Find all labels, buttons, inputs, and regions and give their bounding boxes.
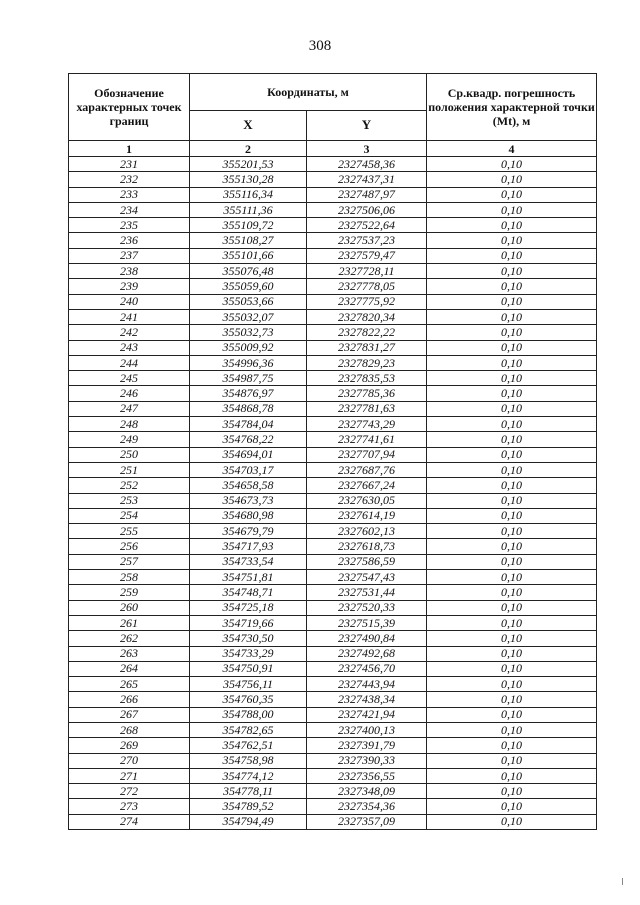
error-cell: 0,10 bbox=[427, 218, 597, 233]
error-cell: 0,10 bbox=[427, 447, 597, 462]
column-number: 3 bbox=[307, 141, 427, 157]
point-cell: 265 bbox=[69, 677, 190, 692]
x-cell: 354758,98 bbox=[190, 753, 307, 768]
point-cell: 257 bbox=[69, 554, 190, 569]
x-cell: 355059,60 bbox=[190, 279, 307, 294]
x-cell: 354774,12 bbox=[190, 768, 307, 783]
point-cell: 266 bbox=[69, 692, 190, 707]
y-cell: 2327781,63 bbox=[307, 401, 427, 416]
page-number: 308 bbox=[308, 38, 332, 54]
point-cell: 259 bbox=[69, 585, 190, 600]
x-cell: 354748,71 bbox=[190, 585, 307, 600]
table-row bbox=[69, 677, 597, 692]
y-cell: 2327487,97 bbox=[307, 187, 427, 202]
point-cell: 251 bbox=[69, 462, 190, 477]
table-row bbox=[69, 768, 597, 783]
x-cell: 354725,18 bbox=[190, 600, 307, 615]
point-cell: 252 bbox=[69, 478, 190, 493]
error-cell: 0,10 bbox=[427, 172, 597, 187]
point-cell: 232 bbox=[69, 172, 190, 187]
x-cell: 354719,66 bbox=[190, 615, 307, 630]
error-cell: 0,10 bbox=[427, 722, 597, 737]
error-cell: 0,10 bbox=[427, 157, 597, 172]
error-cell: 0,10 bbox=[427, 585, 597, 600]
error-cell: 0,10 bbox=[427, 294, 597, 309]
error-cell: 0,10 bbox=[427, 279, 597, 294]
table-row bbox=[69, 661, 597, 676]
point-cell: 234 bbox=[69, 202, 190, 217]
error-cell: 0,10 bbox=[427, 493, 597, 508]
y-cell: 2327390,33 bbox=[307, 753, 427, 768]
point-cell: 256 bbox=[69, 539, 190, 554]
point-cell: 242 bbox=[69, 325, 190, 340]
table-row bbox=[69, 692, 597, 707]
error-cell: 0,10 bbox=[427, 417, 597, 432]
x-cell: 355111,36 bbox=[190, 202, 307, 217]
y-cell: 2327667,24 bbox=[307, 478, 427, 493]
table-row bbox=[69, 401, 597, 416]
table-row bbox=[69, 799, 597, 814]
error-cell: 0,10 bbox=[427, 539, 597, 554]
x-cell: 354679,79 bbox=[190, 524, 307, 539]
point-cell: 269 bbox=[69, 738, 190, 753]
table-row bbox=[69, 325, 597, 340]
point-cell: 239 bbox=[69, 279, 190, 294]
x-cell: 355053,66 bbox=[190, 294, 307, 309]
y-cell: 2327531,44 bbox=[307, 585, 427, 600]
table-row bbox=[69, 202, 597, 217]
error-cell: 0,10 bbox=[427, 692, 597, 707]
x-cell: 354996,36 bbox=[190, 355, 307, 370]
y-cell: 2327687,76 bbox=[307, 462, 427, 477]
table-row bbox=[69, 814, 597, 829]
error-cell: 0,10 bbox=[427, 508, 597, 523]
y-cell: 2327357,09 bbox=[307, 814, 427, 829]
error-cell: 0,10 bbox=[427, 325, 597, 340]
x-cell: 354788,00 bbox=[190, 707, 307, 722]
error-cell: 0,10 bbox=[427, 401, 597, 416]
table-row bbox=[69, 707, 597, 722]
x-cell: 354784,04 bbox=[190, 417, 307, 432]
x-cell: 354987,75 bbox=[190, 371, 307, 386]
table-row bbox=[69, 753, 597, 768]
table-row bbox=[69, 309, 597, 324]
error-cell: 0,10 bbox=[427, 814, 597, 829]
error-cell: 0,10 bbox=[427, 371, 597, 386]
column-number: 1 bbox=[69, 141, 190, 157]
table-row bbox=[69, 340, 597, 355]
point-cell: 267 bbox=[69, 707, 190, 722]
header-coordinates: Координаты, м bbox=[190, 74, 427, 111]
y-cell: 2327421,94 bbox=[307, 707, 427, 722]
y-cell: 2327831,27 bbox=[307, 340, 427, 355]
x-cell: 355032,73 bbox=[190, 325, 307, 340]
y-cell: 2327707,94 bbox=[307, 447, 427, 462]
x-cell: 354789,52 bbox=[190, 799, 307, 814]
table-row bbox=[69, 784, 597, 799]
x-cell: 354658,58 bbox=[190, 478, 307, 493]
x-cell: 355076,48 bbox=[190, 264, 307, 279]
y-cell: 2327835,53 bbox=[307, 371, 427, 386]
error-cell: 0,10 bbox=[427, 554, 597, 569]
error-cell: 0,10 bbox=[427, 707, 597, 722]
point-cell: 249 bbox=[69, 432, 190, 447]
error-cell: 0,10 bbox=[427, 202, 597, 217]
x-cell: 354750,91 bbox=[190, 661, 307, 676]
error-cell: 0,10 bbox=[427, 784, 597, 799]
point-cell: 238 bbox=[69, 264, 190, 279]
scan-mark bbox=[622, 878, 623, 885]
x-cell: 354794,49 bbox=[190, 814, 307, 829]
x-cell: 354733,29 bbox=[190, 646, 307, 661]
point-cell: 243 bbox=[69, 340, 190, 355]
point-cell: 231 bbox=[69, 157, 190, 172]
point-cell: 254 bbox=[69, 508, 190, 523]
table-row bbox=[69, 386, 597, 401]
error-cell: 0,10 bbox=[427, 462, 597, 477]
table-row bbox=[69, 722, 597, 737]
table-row bbox=[69, 432, 597, 447]
point-cell: 236 bbox=[69, 233, 190, 248]
table-row bbox=[69, 478, 597, 493]
x-cell: 355032,07 bbox=[190, 309, 307, 324]
point-cell: 240 bbox=[69, 294, 190, 309]
error-cell: 0,10 bbox=[427, 615, 597, 630]
table-row bbox=[69, 417, 597, 432]
y-cell: 2327443,94 bbox=[307, 677, 427, 692]
column-number: 4 bbox=[427, 141, 597, 157]
table-body bbox=[69, 157, 597, 830]
y-cell: 2327490,84 bbox=[307, 631, 427, 646]
y-cell: 2327778,05 bbox=[307, 279, 427, 294]
x-cell: 355101,66 bbox=[190, 248, 307, 263]
x-cell: 354760,35 bbox=[190, 692, 307, 707]
table-row bbox=[69, 524, 597, 539]
point-cell: 246 bbox=[69, 386, 190, 401]
point-cell: 268 bbox=[69, 722, 190, 737]
y-cell: 2327775,92 bbox=[307, 294, 427, 309]
error-cell: 0,10 bbox=[427, 187, 597, 202]
table-row bbox=[69, 294, 597, 309]
error-cell: 0,10 bbox=[427, 768, 597, 783]
error-cell: 0,10 bbox=[427, 600, 597, 615]
y-cell: 2327522,64 bbox=[307, 218, 427, 233]
y-cell: 2327356,55 bbox=[307, 768, 427, 783]
y-cell: 2327602,13 bbox=[307, 524, 427, 539]
y-cell: 2327618,73 bbox=[307, 539, 427, 554]
table-row bbox=[69, 447, 597, 462]
x-cell: 354751,81 bbox=[190, 570, 307, 585]
error-cell: 0,10 bbox=[427, 432, 597, 447]
error-cell: 0,10 bbox=[427, 386, 597, 401]
error-cell: 0,10 bbox=[427, 264, 597, 279]
y-cell: 2327822,22 bbox=[307, 325, 427, 340]
table-row bbox=[69, 631, 597, 646]
x-cell: 354768,22 bbox=[190, 432, 307, 447]
header-point-name: Обозначение характерных точек границ bbox=[69, 74, 190, 141]
point-cell: 248 bbox=[69, 417, 190, 432]
point-cell: 263 bbox=[69, 646, 190, 661]
y-cell: 2327354,36 bbox=[307, 799, 427, 814]
x-cell: 354680,98 bbox=[190, 508, 307, 523]
y-cell: 2327520,33 bbox=[307, 600, 427, 615]
table-row bbox=[69, 738, 597, 753]
point-cell: 260 bbox=[69, 600, 190, 615]
y-cell: 2327506,06 bbox=[307, 202, 427, 217]
point-cell: 261 bbox=[69, 615, 190, 630]
point-cell: 272 bbox=[69, 784, 190, 799]
table-row bbox=[69, 462, 597, 477]
table-row bbox=[69, 493, 597, 508]
error-cell: 0,10 bbox=[427, 677, 597, 692]
y-cell: 2327391,79 bbox=[307, 738, 427, 753]
y-cell: 2327579,47 bbox=[307, 248, 427, 263]
table-row bbox=[69, 646, 597, 661]
point-cell: 270 bbox=[69, 753, 190, 768]
x-cell: 355201,53 bbox=[190, 157, 307, 172]
table-row bbox=[69, 279, 597, 294]
table-row bbox=[69, 554, 597, 569]
point-cell: 233 bbox=[69, 187, 190, 202]
error-cell: 0,10 bbox=[427, 524, 597, 539]
table-row bbox=[69, 172, 597, 187]
y-cell: 2327492,68 bbox=[307, 646, 427, 661]
y-cell: 2327728,11 bbox=[307, 264, 427, 279]
point-cell: 271 bbox=[69, 768, 190, 783]
header-x: X bbox=[190, 110, 307, 140]
point-cell: 274 bbox=[69, 814, 190, 829]
table-row bbox=[69, 187, 597, 202]
coordinates-table bbox=[68, 73, 597, 830]
x-cell: 354703,17 bbox=[190, 462, 307, 477]
y-cell: 2327586,59 bbox=[307, 554, 427, 569]
y-cell: 2327438,34 bbox=[307, 692, 427, 707]
table-row bbox=[69, 508, 597, 523]
point-cell: 273 bbox=[69, 799, 190, 814]
table-row bbox=[69, 355, 597, 370]
x-cell: 354778,11 bbox=[190, 784, 307, 799]
table-row bbox=[69, 157, 597, 172]
error-cell: 0,10 bbox=[427, 355, 597, 370]
x-cell: 355130,28 bbox=[190, 172, 307, 187]
x-cell: 354694,01 bbox=[190, 447, 307, 462]
point-cell: 262 bbox=[69, 631, 190, 646]
error-cell: 0,10 bbox=[427, 753, 597, 768]
y-cell: 2327437,31 bbox=[307, 172, 427, 187]
table-row bbox=[69, 248, 597, 263]
table-row bbox=[69, 615, 597, 630]
y-cell: 2327741,61 bbox=[307, 432, 427, 447]
table-row bbox=[69, 585, 597, 600]
y-cell: 2327614,19 bbox=[307, 508, 427, 523]
table-row bbox=[69, 264, 597, 279]
error-cell: 0,10 bbox=[427, 661, 597, 676]
error-cell: 0,10 bbox=[427, 631, 597, 646]
y-cell: 2327537,23 bbox=[307, 233, 427, 248]
y-cell: 2327400,13 bbox=[307, 722, 427, 737]
point-cell: 258 bbox=[69, 570, 190, 585]
x-cell: 354730,50 bbox=[190, 631, 307, 646]
x-cell: 354762,51 bbox=[190, 738, 307, 753]
y-cell: 2327515,39 bbox=[307, 615, 427, 630]
point-cell: 250 bbox=[69, 447, 190, 462]
y-cell: 2327348,09 bbox=[307, 784, 427, 799]
point-cell: 241 bbox=[69, 309, 190, 324]
table-row bbox=[69, 218, 597, 233]
table-row bbox=[69, 371, 597, 386]
x-cell: 354876,97 bbox=[190, 386, 307, 401]
y-cell: 2327547,43 bbox=[307, 570, 427, 585]
y-cell: 2327743,29 bbox=[307, 417, 427, 432]
y-cell: 2327829,23 bbox=[307, 355, 427, 370]
y-cell: 2327630,05 bbox=[307, 493, 427, 508]
error-cell: 0,10 bbox=[427, 248, 597, 263]
error-cell: 0,10 bbox=[427, 646, 597, 661]
point-cell: 264 bbox=[69, 661, 190, 676]
point-cell: 253 bbox=[69, 493, 190, 508]
y-cell: 2327820,34 bbox=[307, 309, 427, 324]
error-cell: 0,10 bbox=[427, 799, 597, 814]
x-cell: 354868,78 bbox=[190, 401, 307, 416]
x-cell: 355109,72 bbox=[190, 218, 307, 233]
point-cell: 255 bbox=[69, 524, 190, 539]
point-cell: 244 bbox=[69, 355, 190, 370]
y-cell: 2327785,36 bbox=[307, 386, 427, 401]
error-cell: 0,10 bbox=[427, 738, 597, 753]
table-row bbox=[69, 233, 597, 248]
table-row bbox=[69, 600, 597, 615]
x-cell: 354673,73 bbox=[190, 493, 307, 508]
x-cell: 354756,11 bbox=[190, 677, 307, 692]
x-cell: 354717,93 bbox=[190, 539, 307, 554]
y-cell: 2327456,70 bbox=[307, 661, 427, 676]
x-cell: 355009,92 bbox=[190, 340, 307, 355]
error-cell: 0,10 bbox=[427, 478, 597, 493]
error-cell: 0,10 bbox=[427, 340, 597, 355]
point-cell: 247 bbox=[69, 401, 190, 416]
point-cell: 235 bbox=[69, 218, 190, 233]
header-y: Y bbox=[307, 110, 427, 140]
error-cell: 0,10 bbox=[427, 570, 597, 585]
x-cell: 355116,34 bbox=[190, 187, 307, 202]
point-cell: 245 bbox=[69, 371, 190, 386]
table-row bbox=[69, 570, 597, 585]
table-row bbox=[69, 539, 597, 554]
point-cell: 237 bbox=[69, 248, 190, 263]
x-cell: 354733,54 bbox=[190, 554, 307, 569]
y-cell: 2327458,36 bbox=[307, 157, 427, 172]
x-cell: 354782,65 bbox=[190, 722, 307, 737]
x-cell: 355108,27 bbox=[190, 233, 307, 248]
error-cell: 0,10 bbox=[427, 309, 597, 324]
column-number: 2 bbox=[190, 141, 307, 157]
error-cell: 0,10 bbox=[427, 233, 597, 248]
header-error: Ср.квадр. погрешность положения характерной точки (Mt), м bbox=[427, 74, 597, 141]
